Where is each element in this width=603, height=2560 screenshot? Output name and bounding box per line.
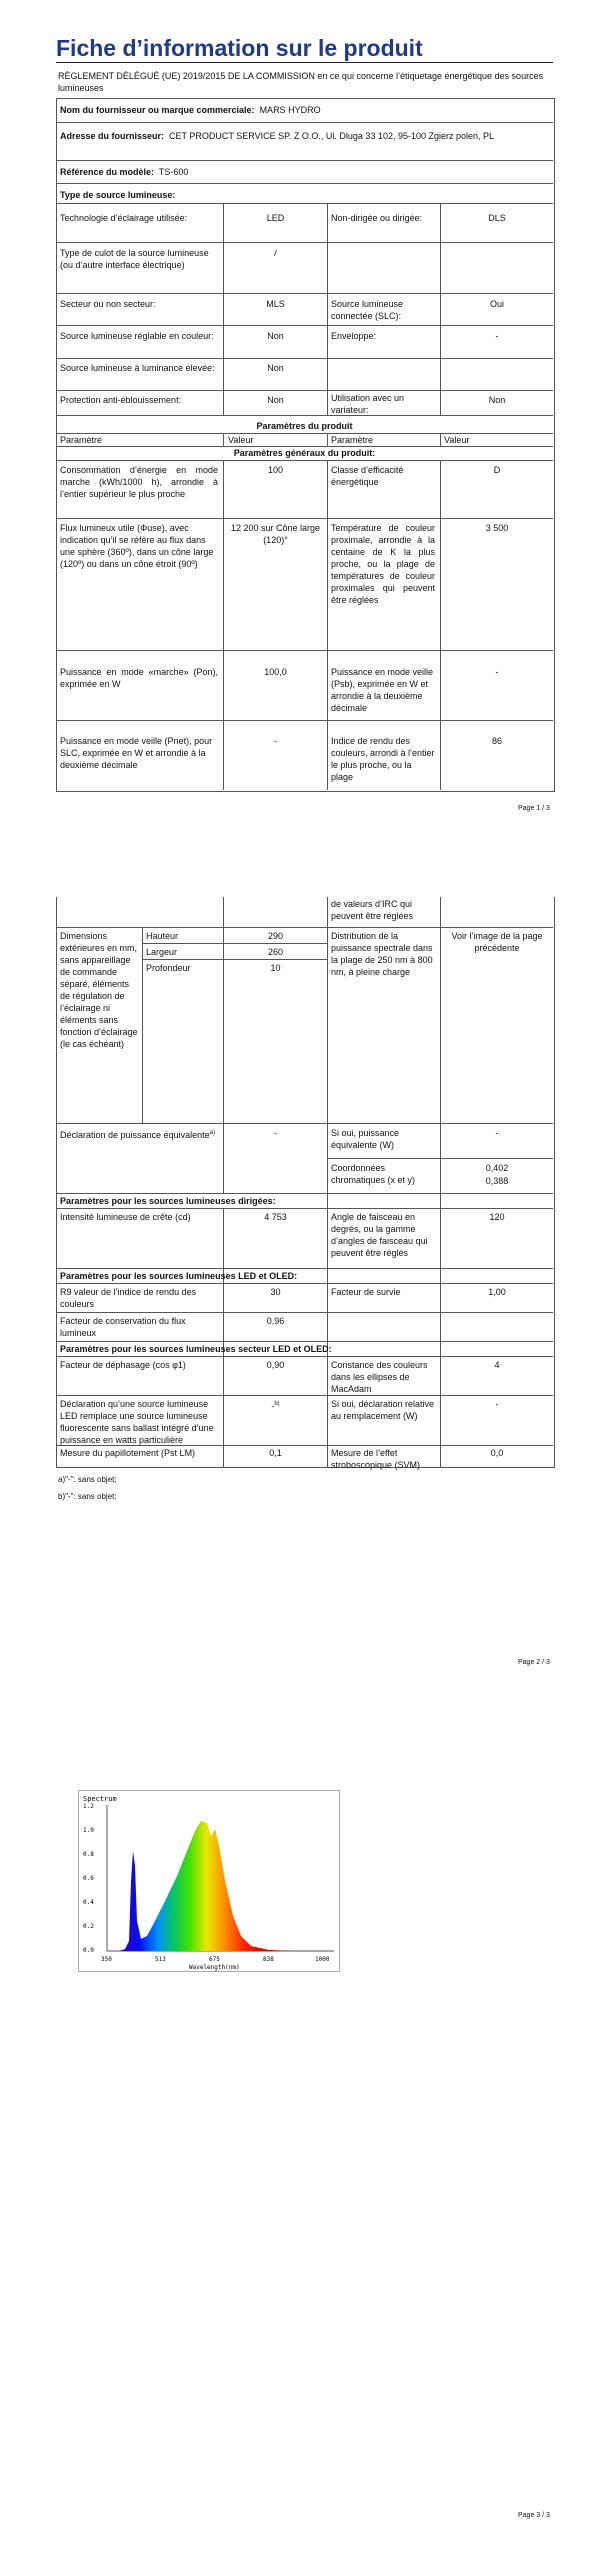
model-label: Référence du modèle: [60, 167, 155, 177]
chroma-y-value: 0,388 [485, 1176, 509, 1186]
type-row-3-label: Source lumineuse réglable en couleur: [60, 331, 214, 341]
type-row-5-label2: Utilisation avec un variateur: [331, 393, 405, 415]
general-row-0-label: Consommation d’énergie en mode marche (kWh/1000 h), arrondie à l’entier supérieur le plus proche [60, 465, 218, 499]
spectrum-ytick-4: 0.4 [83, 1899, 94, 1906]
general-row-3-label2: Indice de rendu des couleurs, arrondi à l’entier le plus proche, ou la plage [331, 736, 435, 782]
type-row-4-label: Source lumineuse à luminance élevée: [60, 363, 215, 373]
type-row-0-label2: Non-dirigée ou dirigée: [331, 213, 423, 223]
general-row-1-label: Flux lumineux utile (Φuse), avec indication qu’il se réfère au flux dans une sphère (360º), dans un cône large (120º) ou dans un cône étroit (90º) [60, 523, 214, 569]
mains-row-0-label: Facteur de déphasage (cos φ1) [60, 1360, 186, 1370]
dim-depth-value: 10 [270, 963, 281, 973]
spectrum-ytick-5: 0.2 [83, 1923, 94, 1930]
type-row-5-value: Non [267, 395, 284, 405]
general-row-1-value: 12 200 sur Cône large (120)° [230, 523, 321, 545]
equivalent-power-value: - [274, 1128, 277, 1138]
mains-row-2-label2: Mesure de l’effet stroboscopique (SVM) [331, 1448, 421, 1470]
general-row-0-value: 100 [267, 465, 284, 475]
general-row-3-value: - [274, 736, 277, 746]
col-header-param2: Paramètre [331, 435, 374, 445]
type-row-3-value: Non [267, 331, 284, 341]
spectrum-xlabel: Wavelength(nm) [189, 1964, 240, 1971]
spectrum-xtick-4: 1000 [315, 1956, 330, 1963]
beam-angle-value: 120 [489, 1212, 505, 1222]
col-header-param: Paramètre [60, 435, 103, 445]
mains-row-0-label2: Constance des couleurs dans les ellipses de MacAdam [331, 1360, 428, 1394]
type-row-3-value2: - [495, 331, 499, 341]
type-row-4-value: Non [267, 363, 284, 373]
led-header: Paramètres pour les sources lumineuses LED et OLED: [60, 1271, 298, 1281]
led-row-0-value: 30 [270, 1287, 281, 1297]
spectrum-ytick-2: 0.8 [83, 1851, 94, 1858]
equivalent-power-text: Déclaration de puissance équivalente [60, 1130, 210, 1140]
general-row-1-value2: 3 500 [485, 523, 509, 533]
type-row-1-value: / [274, 248, 277, 258]
equivalent-power-label [60, 1127, 218, 1141]
model-row [60, 166, 540, 178]
irc-continuation: de valeurs d’IRC qui peuvent être réglées [331, 899, 414, 921]
page-title: Fiche d’information sur le produit [56, 35, 423, 61]
type-row-0-value: LED [266, 213, 285, 223]
spectral-distribution-value: Voir l’image de la page précédente [451, 931, 543, 953]
general-row-2-value: 100,0 [264, 667, 287, 677]
led-row-0-value2: 1,00 [488, 1287, 506, 1297]
dim-depth-label: Profondeur [146, 963, 191, 973]
page-number-3: Page 3 / 3 [518, 2512, 550, 2519]
led-row-0-label: R9 valeur de l’indice de rendu des couleurs [60, 1287, 197, 1309]
dim-width-value: 260 [267, 947, 284, 957]
regulation-text: RÈGLEMENT DÉLÉGUÉ (UE) 2019/2015 DE LA COMMISSION en ce qui concerne l’étiquetage énergétique des sources lumineuses [58, 71, 544, 93]
mains-row-0-value: 0,90 [266, 1360, 285, 1370]
dimensions-label: Dimensions extérieures en mm, sans appareillage de commande séparé, éléments de régulation de l’éclairage ni éléments sans fonction d’éclairage (le cas échéant) [60, 931, 138, 1049]
mains-row-2-value2: 0,0 [490, 1448, 504, 1458]
source-type-header: Type de source lumineuse: [60, 190, 176, 200]
model-value: TS-600 [158, 167, 189, 177]
mains-row-2-value: 0,1 [269, 1448, 282, 1458]
beam-angle-label: Angle de faisceau en degrés, ou la gamme d’angles de faisceau qui peuvent être réglés [331, 1212, 428, 1258]
spectrum-chart [79, 1791, 339, 1971]
type-row-2-value2: Oui [489, 299, 504, 309]
mains-row-1-label: Déclaration qu’une source lumineuse LED remplace une source lumineuse fluorescente sans ballast intégré d’une puissance en watts particulière [60, 1399, 214, 1445]
general-row-2-label: Puissance en mode «marche» (Pon), exprimée en W [60, 667, 218, 689]
spectrum-figure [78, 1790, 340, 1972]
type-row-5-label: Protection anti-éblouissement: [60, 395, 182, 405]
equivalent-power-value2: - [495, 1128, 499, 1138]
general-row-3-label: Puissance en mode veille (Pnet), pour SLC, exprimée en W et arrondie à la deuxième décimale [60, 736, 213, 770]
col-header-value: Valeur [228, 435, 254, 445]
page-number-1: Page 1 / 3 [518, 805, 550, 812]
chroma-x-value: 0,402 [485, 1163, 509, 1173]
mains-row-1-label2: Si oui, déclaration relative au remplacement (W) [331, 1399, 435, 1421]
spectrum-ytick-0: 1.2 [83, 1803, 94, 1810]
chroma-label: Coordonnées chromatiques (x et y) [331, 1163, 416, 1185]
type-row-2-value: MLS [266, 299, 285, 309]
mains-row-1-value2: - [495, 1399, 499, 1409]
spectrum-curve [119, 1821, 294, 1951]
mains-row-2-label: Mesure du papillotement (Pst LM) [60, 1448, 196, 1458]
spectrum-ytick-1: 1.0 [83, 1827, 94, 1834]
params-header: Paramètres du produit [256, 421, 353, 431]
general-row-2-value2: - [495, 667, 499, 677]
address-label: Adresse du fournisseur: [60, 131, 165, 141]
spectral-distribution-label: Distribution de la puissance spectrale dans la plage de 250 nm à 800 nm, à pleine charge [331, 931, 433, 977]
type-row-5-value2: Non [488, 395, 506, 405]
type-row-2-label: Secteur ou non secteur: [60, 299, 156, 309]
type-row-0-value2: DLS [488, 213, 506, 223]
type-row-2-label2: Source lumineuse connectée (SLC): [331, 299, 404, 321]
supplier-label: Nom du fournisseur ou marque commerciale: [60, 105, 255, 115]
general-row-0-label2: Classe d’efficacité énergétique [331, 465, 404, 487]
equivalent-power-footnote-ref: a) [209, 1130, 215, 1136]
led-row-1-value: 0,96 [266, 1316, 285, 1326]
directed-header: Paramètres pour les sources lumineuses dirigées: [60, 1196, 276, 1206]
spectrum-xtick-1: 513 [155, 1956, 166, 1963]
col-header-value2: Valeur [444, 435, 470, 445]
type-row-1-label: Type de culot de la source lumineuse (ou d’autre interface électrique) [60, 248, 209, 270]
type-row-3-label2: Enveloppe: [331, 331, 377, 341]
general-row-0-value2: D [493, 465, 501, 475]
dim-width-label: Largeur [146, 947, 178, 957]
mains-row-0-value2: 4 [494, 1360, 500, 1370]
led-row-0-label2: Facteur de survie [331, 1287, 401, 1297]
equivalent-power-label2: Si oui, puissance équivalente (W) [331, 1128, 400, 1150]
dim-height-value: 290 [267, 931, 284, 941]
directed-intensity-value: 4 753 [264, 1212, 287, 1222]
general-row-3-value2: 86 [491, 736, 502, 746]
spectrum-xtick-2: 675 [209, 1956, 220, 1963]
spectrum-title: Spectrum [83, 1795, 117, 1803]
mains-row-1-value [224, 1398, 327, 1412]
footnote-a: a)"-": sans objet; [58, 1475, 117, 1484]
mains-header: Paramètres pour les sources lumineuses secteur LED et OLED: [60, 1344, 332, 1354]
general-header: Paramètres généraux du produit: [233, 448, 376, 458]
spectrum-ytick-3: 0.6 [83, 1875, 94, 1882]
directed-intensity-label: Intensité lumineuse de crête (cd) [60, 1212, 191, 1222]
footnote-b: b)"-": sans objet; [58, 1492, 117, 1501]
spectrum-xtick-0: 350 [101, 1956, 112, 1963]
supplier-row [60, 104, 540, 116]
led-row-1-label: Facteur de conservation du flux lumineux [60, 1316, 186, 1338]
general-row-1-label2: Température de couleur proximale, arrondie à la centaine de K la plus proche, ou la plage de températures de couleur proximales qui peuvent être réglées [331, 523, 435, 605]
general-row-2-label2: Puissance en mode veille (Psb), exprimée en W et arrondie à la deuxième décimale [331, 667, 434, 713]
page-number-2: Page 2 / 3 [518, 1659, 550, 1666]
dim-height-label: Hauteur [146, 931, 179, 941]
supplier-value: MARS HYDRO [259, 105, 321, 115]
spectrum-ytick-6: 0.0 [83, 1947, 94, 1954]
spectrum-xtick-3: 838 [263, 1956, 274, 1963]
type-row-0-label: Technologie d’éclairage utilisée: [60, 213, 188, 223]
mains-row-1-footnote-ref: b) [274, 1401, 280, 1407]
address-value: CET PRODUCT SERVICE SP. Z O.O., Ul. Dluga 33 102, 95-100 Zgierz polen, PL [169, 131, 495, 141]
mains-row-1-value-text: - [271, 1401, 275, 1411]
address-row [60, 130, 546, 142]
